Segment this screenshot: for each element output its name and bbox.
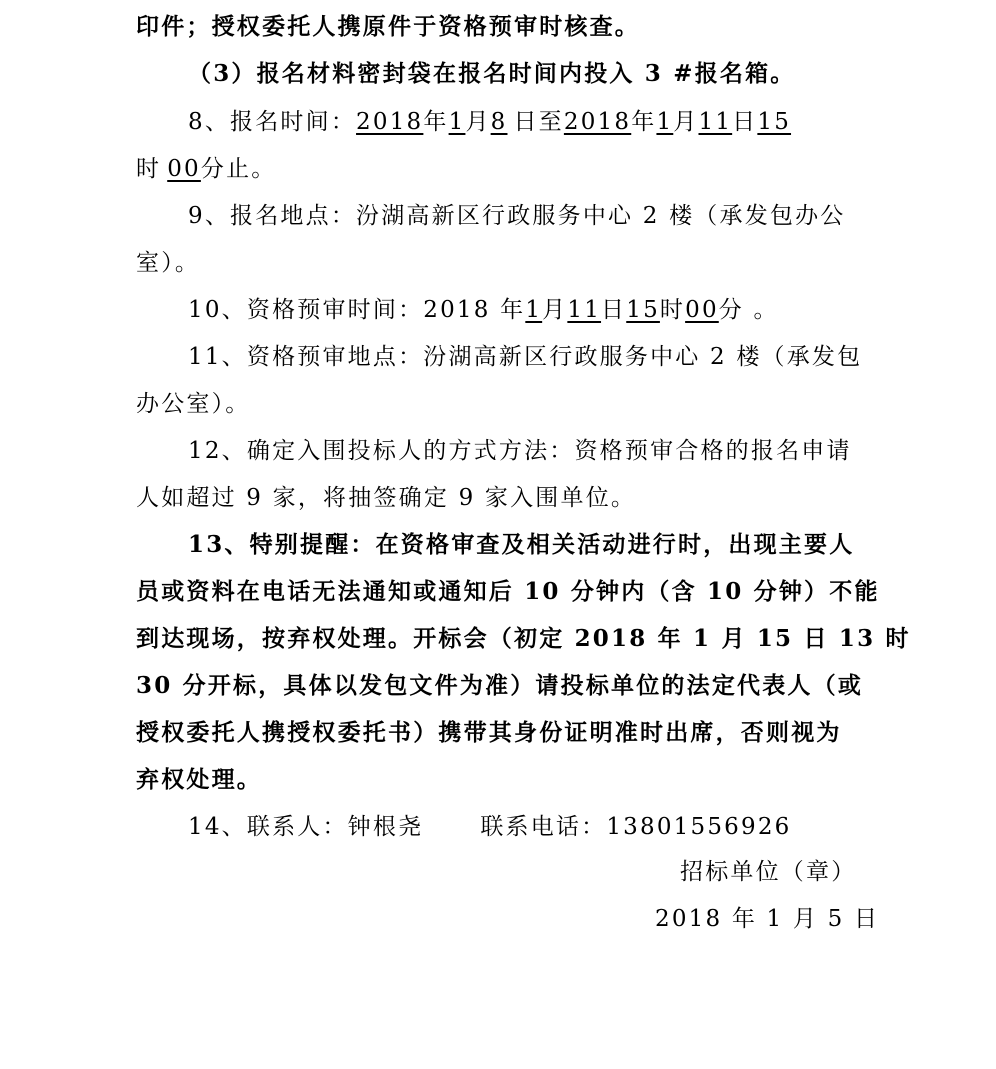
text: 月 <box>542 297 568 323</box>
paragraph-line: 11、资格预审地点：汾湖高新区行政服务中心 2 楼（承发包 <box>188 344 863 370</box>
text: 时 <box>659 297 686 323</box>
signature-date: 2018 年 1 月 5 日 <box>655 906 880 932</box>
paragraph-line: （3）报名材料密封袋在报名时间内投入 3 #报名箱。 <box>188 60 796 87</box>
paragraph-line: 室）。 <box>136 250 201 276</box>
end-hour: 15 <box>757 109 792 135</box>
paragraph-line: 12、确定入围投标人的方式方法：资格预审合格的报名申请 <box>188 438 852 464</box>
text: 月 <box>465 109 491 135</box>
registration-time-line <box>188 107 878 137</box>
text: 分 。 <box>718 297 779 323</box>
minute: 00 <box>685 297 719 323</box>
item-prefix: 10、资格预审时间：2018 年 <box>188 297 526 323</box>
end-month: 1 <box>656 109 674 135</box>
text: 年 <box>631 109 657 135</box>
paragraph-line: 9、报名地点：汾湖高新区行政服务中心 2 楼（承发包办公 <box>188 203 846 229</box>
paragraph-line: 人如超过 9 家，将抽签确定 9 家入围单位。 <box>136 485 637 511</box>
notice-line: 13、特别提醒：在资格审查及相关活动进行时，出现主要人 <box>188 531 855 558</box>
registration-time-line-2 <box>136 154 876 184</box>
signature-unit: 招标单位（章） <box>680 859 857 885</box>
end-minute: 00 <box>167 156 201 182</box>
paragraph-line: 印件；授权委托人携原件于资格预审时核查。 <box>136 13 640 40</box>
text: 月 <box>673 109 699 135</box>
item-prefix: 8、报名时间： <box>188 109 357 135</box>
notice-line: 员或资料在电话无法通知或通知后 10 分钟内（含 10 分钟）不能 <box>136 578 880 605</box>
paragraph-line: 办公室）。 <box>136 391 251 417</box>
start-year: 2018 <box>356 109 424 135</box>
start-day: 8 <box>490 109 508 135</box>
text: 日 <box>732 109 758 135</box>
hour: 15 <box>626 297 660 323</box>
end-year: 2018 <box>563 109 632 135</box>
text: 时 <box>136 156 162 182</box>
notice-line: 授权委托人携授权委托书）携带其身份证明准时出席，否则视为 <box>136 719 842 746</box>
text: 日 <box>601 297 627 323</box>
prequal-time-line <box>188 295 878 325</box>
notice-line: 弃权处理。 <box>136 766 262 793</box>
start-month: 1 <box>448 109 466 135</box>
contact-line: 14、联系人：钟根尧 联系电话：13801556926 <box>188 814 792 840</box>
text: 分止。 <box>200 156 277 182</box>
text: 年 <box>423 109 449 135</box>
day: 11 <box>567 297 602 323</box>
notice-line: 到达现场，按弃权处理。开标会（初定 2018 年 1 月 15 日 13 时 <box>136 625 911 652</box>
end-day: 11 <box>698 109 733 135</box>
text: 日至 <box>513 109 564 135</box>
month: 1 <box>525 297 543 323</box>
notice-line: 30 分开标，具体以发包文件为准）请投标单位的法定代表人（或 <box>136 672 864 699</box>
